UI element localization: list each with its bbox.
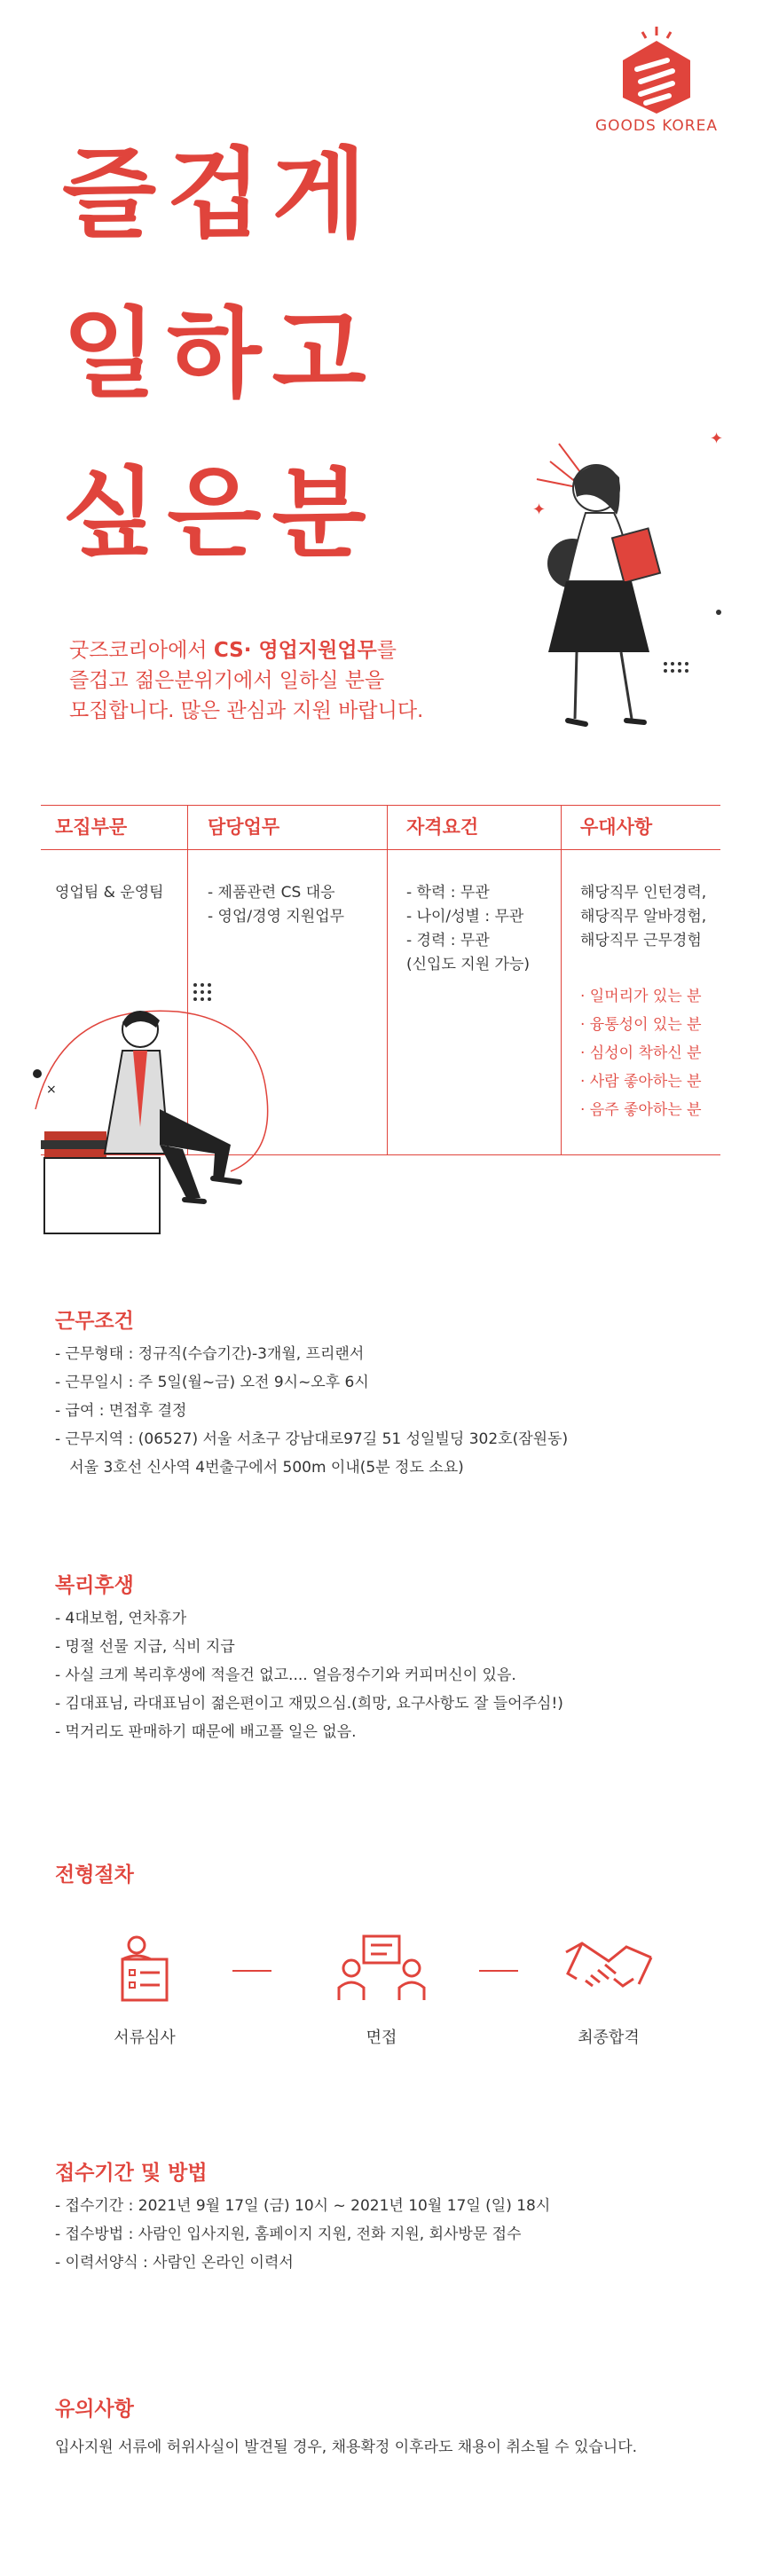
- duties-list: [208, 881, 344, 929]
- benefit-item: - 명절 선물 지급, 식비 지급: [55, 1638, 235, 1656]
- work-item: 서울 3호선 신사역 4번출구에서 500m 이내(5분 정도 소요): [55, 1459, 464, 1477]
- work-conditions-title: 근무조건: [55, 1310, 134, 1333]
- apply-item: - 접수방법 : 사람인 입사지원, 홈페이지 지원, 전화 지원, 회사방문 접수: [55, 2225, 522, 2243]
- trait-item: · 일머리가 있는 분: [580, 988, 702, 1005]
- trait-item: · 사람 좋아하는 분: [580, 1073, 702, 1091]
- interview-icon: [337, 1933, 426, 2004]
- requirement-item: - 학력 : 무관: [406, 884, 490, 902]
- benefits-title: 복리후생: [55, 1574, 134, 1597]
- headline-line-3: 싶은분: [62, 457, 377, 571]
- header-department: 모집부문: [55, 816, 128, 838]
- preference-item: 해당직무 인턴경력,: [580, 884, 707, 902]
- intro-text: 굿즈코리아에서: [69, 639, 214, 662]
- requirements-list: [406, 881, 530, 977]
- intro-line-3: 모집합니다. 많은 관심과 지원 바랍니다.: [69, 699, 424, 722]
- intro-line-1: [69, 635, 397, 666]
- headline-line-1: 즐겁게: [62, 138, 377, 251]
- trait-item: · 음주 좋아하는 분: [580, 1101, 702, 1119]
- company-logo: [586, 25, 728, 135]
- apply-item: - 이력서양식 : 사람인 온라인 이력서: [55, 2254, 294, 2272]
- apply-item: - 접수기간 : 2021년 9월 17일 (금) 10시 ~ 2021년 10월 17일 (일) 18시: [55, 2197, 551, 2215]
- header-requirements: 자격요건: [406, 816, 479, 838]
- apply-list: [55, 2192, 550, 2277]
- work-item: - 근무형태 : 정규직(수습기간)-3개월, 프리랜서: [55, 1345, 365, 1363]
- intro-text: 를: [376, 639, 397, 662]
- work-item: - 근무일시 : 주 5일(월~금) 오전 9시~오후 6시: [55, 1374, 369, 1391]
- process-connector: [232, 1970, 271, 1972]
- preferences-list: [580, 881, 706, 953]
- trait-item: · 융통성이 있는 분: [580, 1016, 702, 1034]
- woman-on-phone-illustration: [532, 426, 736, 745]
- work-item: - 급여 : 면접후 결정: [55, 1402, 187, 1420]
- preference-item: 해당직무 알바경험,: [580, 908, 707, 926]
- table-header-border: [41, 849, 720, 850]
- preferred-traits-list: [580, 982, 702, 1124]
- notice-title: 유의사항: [55, 2398, 134, 2421]
- table-divider: [387, 805, 388, 1155]
- process-connector: [479, 1970, 518, 1972]
- logo-text: GOODS KOREA: [594, 117, 718, 135]
- requirement-item: (신입도 지원 가능): [406, 956, 531, 973]
- table-divider: [561, 805, 562, 1155]
- requirement-item: - 경력 : 무관: [406, 932, 490, 949]
- trait-item: · 심성이 착하신 분: [580, 1044, 702, 1062]
- benefit-item: - 4대보험, 연차휴가: [55, 1610, 187, 1627]
- department-value: 영업팀 & 운영팀: [55, 884, 164, 902]
- step-document-review: 서류심사: [114, 2029, 176, 2047]
- headline-line-2: 일하고: [62, 297, 377, 411]
- process-title: 전형절차: [55, 1863, 134, 1887]
- man-on-phone-illustration: [27, 976, 275, 1242]
- goods-korea-logo-icon: [616, 25, 697, 114]
- work-conditions-list: [55, 1340, 568, 1482]
- intro-line-2: 즐겁고 젊은분위기에서 일하실 분을: [69, 669, 385, 692]
- duty-item: - 제품관련 CS 대응: [208, 884, 335, 902]
- svg-text:✦: ✦: [532, 500, 547, 519]
- duty-item: - 영업/경영 지원업무: [208, 908, 345, 926]
- step-final-acceptance: 최종합격: [578, 2029, 640, 2047]
- benefits-list: [55, 1604, 563, 1746]
- intro-highlight: CS· 영업지원업무: [213, 639, 377, 662]
- requirement-item: - 나이/성별 : 무관: [406, 908, 524, 926]
- preference-item: 해당직무 근무경험: [580, 932, 702, 949]
- document-review-icon: [114, 1933, 176, 2004]
- work-item: - 근무지역 : (06527) 서울 서초구 강남대로97길 51 성일빌딩 302호(잠원동): [55, 1430, 569, 1448]
- benefit-item: - 사실 크게 복리후생에 적을건 없고.... 얼음정수기와 커피머신이 있음.: [55, 1666, 516, 1684]
- svg-text:×: ×: [46, 1083, 57, 1097]
- step-interview: 면접: [366, 2029, 397, 2047]
- benefit-item: - 김대표님, 라대표님이 젊은편이고 재밌으심.(희망, 요구사항도 잘 들어주심!): [55, 1695, 563, 1713]
- apply-title: 접수기간 및 방법: [55, 2162, 208, 2185]
- notice-text: 입사지원 서류에 허위사실이 발견될 경우, 채용확정 이후라도 채용이 취소될 수 있습니다.: [55, 2438, 638, 2456]
- header-duties: 담당업무: [208, 816, 280, 838]
- header-preferences: 우대사항: [580, 816, 653, 838]
- sparkle-icon: ✦: [710, 429, 724, 448]
- benefit-item: - 먹거리도 판매하기 때문에 배고플 일은 없음.: [55, 1723, 357, 1741]
- handshake-icon: [564, 1934, 653, 1997]
